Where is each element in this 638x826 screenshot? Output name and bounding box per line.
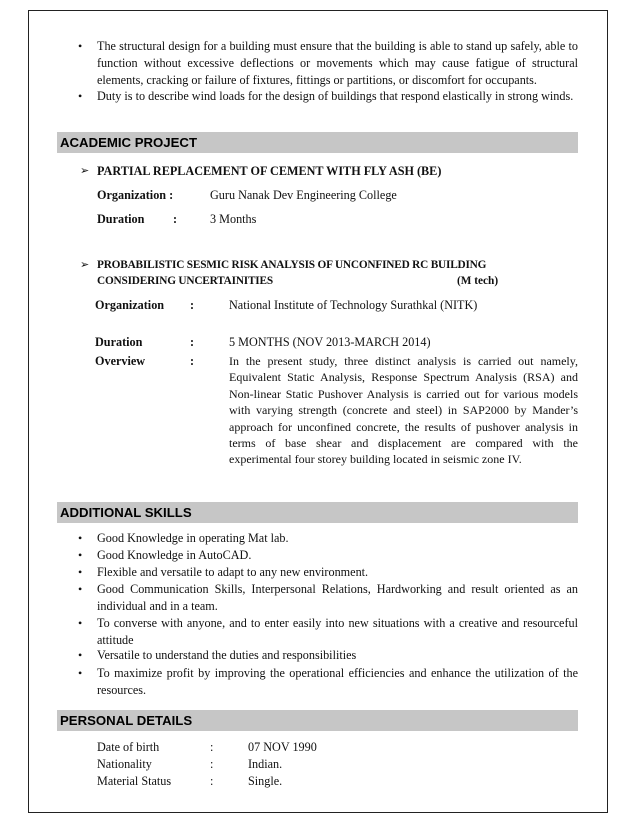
skill-item: Flexible and versatile to adapt to any new environment. <box>97 565 369 579</box>
personal-colon: : <box>210 740 214 754</box>
bullet-glyph: • <box>78 565 83 579</box>
skill-item: To converse with anyone, and to enter easily into new situations with a creative and resourceful attitude <box>97 616 578 647</box>
project2-overview-label: Overview <box>95 354 146 368</box>
bullet-glyph: • <box>78 531 83 545</box>
personal-value-status: Single. <box>248 774 283 788</box>
personal-value-nationality: Indian. <box>248 757 283 771</box>
bullet-glyph: • <box>78 616 83 630</box>
project1-duration-colon: : <box>173 212 178 226</box>
personal-label-dob: Date of birth <box>97 740 160 754</box>
skill-item: Good Knowledge in operating Mat lab. <box>97 531 289 545</box>
project2-org-colon: : <box>190 298 195 312</box>
personal-colon: : <box>210 757 214 771</box>
section-heading-personal: PERSONAL DETAILS <box>57 710 578 731</box>
skill-item: To maximize profit by improving the operational efficiencies and enhance the utilization of the resources. <box>97 666 578 697</box>
bullet-glyph: • <box>78 648 83 662</box>
project2-duration-label: Duration <box>95 335 143 349</box>
skill-item: Good Knowledge in AutoCAD. <box>97 548 252 562</box>
personal-label-nationality: Nationality <box>97 757 152 771</box>
project1-duration-value: 3 Months <box>210 212 257 226</box>
bullet-glyph: • <box>78 548 83 562</box>
personal-value-dob: 07 NOV 1990 <box>248 740 317 754</box>
bullet-glyph: • <box>78 582 83 596</box>
section-heading-skills: ADDITIONAL SKILLS <box>57 502 578 523</box>
project2-overview-text: In the present study, three distinct analysis is carried out namely, Equivalent Static Analysis, Response Spectrum Analysis (RSA) and Non-linear Static Pushover Analysis is carried out for various models with varying strength (concrete and steel) in SAP2000 by Mander’s approach for unconfined concrete, the results of pushover analysis in terms of base shear and displacement are compared with the experimental four storey building located in seismic zone IV. <box>229 354 578 467</box>
project2-org-label: Organization <box>95 298 165 312</box>
project1-duration-label: Duration <box>97 212 145 226</box>
project2-overview-colon: : <box>190 354 195 368</box>
project1-org-value: Guru Nanak Dev Engineering College <box>210 188 397 202</box>
skill-item: Versatile to understand the duties and responsibilities <box>97 648 357 662</box>
project2-title-line2: CONSIDERING UNCERTAINITIES <box>97 275 273 287</box>
project2-duration-colon: : <box>190 335 195 349</box>
section-heading-academic: ACADEMIC PROJECT <box>57 132 578 153</box>
project2-title-line1: PROBABILISTIC SESMIC RISK ANALYSIS OF UNCONFINED RC BUILDING <box>97 259 487 271</box>
project2-org-value: National Institute of Technology Surathkal (NITK) <box>229 298 478 312</box>
bullet-glyph: • <box>78 89 83 103</box>
arrow-bullet-icon: ➢ <box>80 165 90 177</box>
bullet-glyph: • <box>78 666 83 680</box>
arrow-bullet-icon: ➢ <box>80 259 90 271</box>
intro-bullet-2: Duty is to describe wind loads for the design of buildings that respond elastically in strong winds. <box>97 89 574 103</box>
project1-org-label: Organization : <box>97 188 174 202</box>
personal-label-status: Material Status <box>97 774 172 788</box>
project2-degree: (M tech) <box>457 275 499 287</box>
bullet-glyph: • <box>78 39 83 53</box>
project1-title: PARTIAL REPLACEMENT OF CEMENT WITH FLY ASH (BE) <box>97 164 442 178</box>
intro-bullet-1: The structural design for a building must ensure that the building is able to stand up safely, able to function without excessive deflections or movements which may cause fatigue of structural elements, cracking or failure of fixtures, fittings or partitions, or discomfort for occupants. <box>97 39 578 87</box>
skill-item: Good Communication Skills, Interpersonal Relations, Hardworking and result oriented as an individual and in a team. <box>97 582 578 613</box>
personal-colon: : <box>210 774 214 788</box>
project2-duration-value: 5 MONTHS (NOV 2013-MARCH 2014) <box>229 335 431 349</box>
